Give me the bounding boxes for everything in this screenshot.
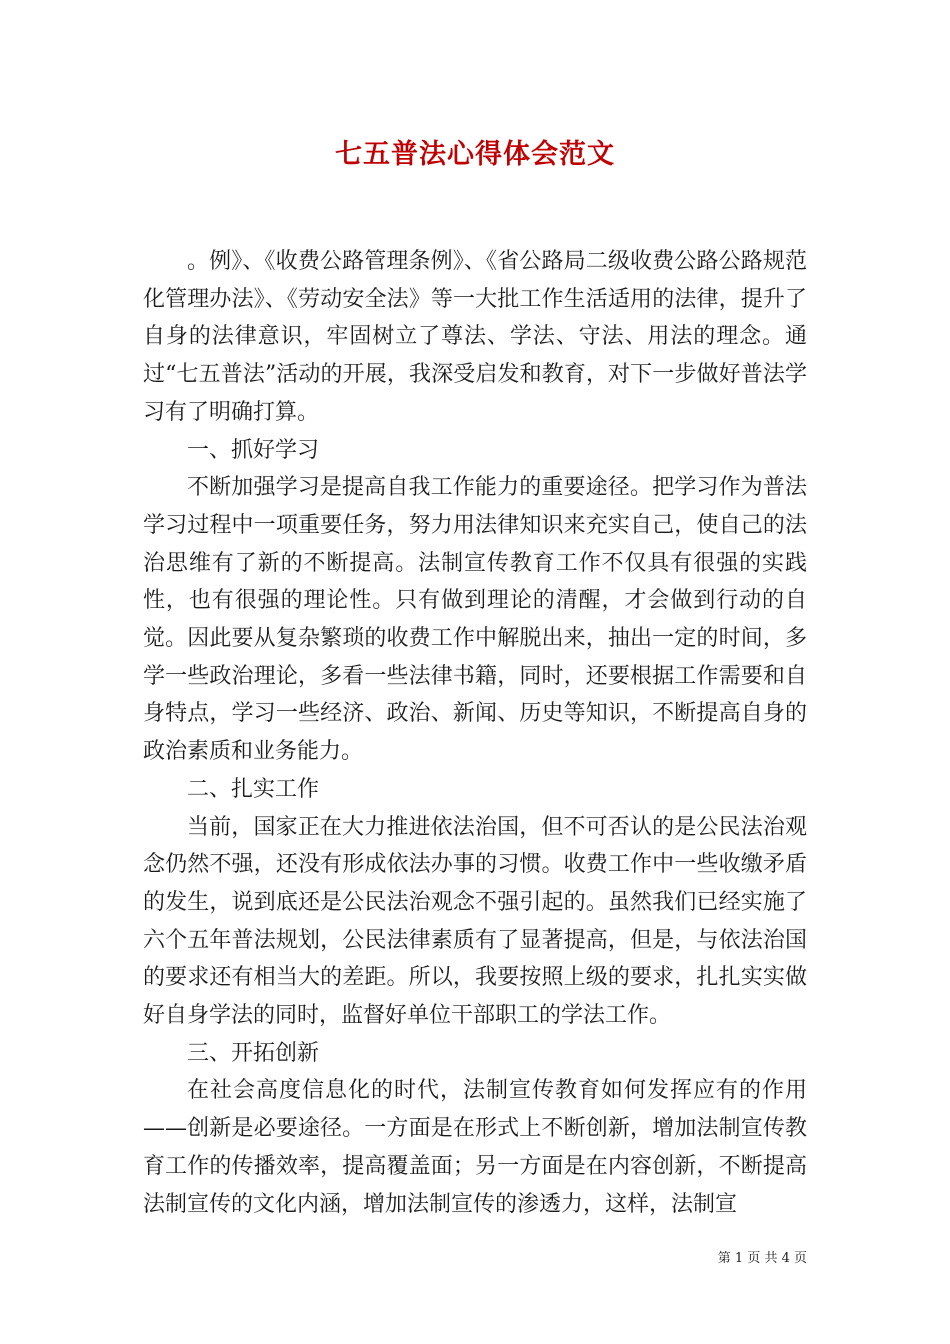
document-body: [143, 243, 807, 1223]
paragraph-work: 当前，国家正在大力推进依法治国，但不可否认的是公民法治观念仍然不强，还没有形成依法办事的习惯。收费工作中一些收缴矛盾的发生，说到底还是公民法治观念不强引起的。虽然我们已经实施了六个五年普法规划，公民法律素质有了显著提高，但是，与依法治国的要求还有相当大的差距。所以，我要按照上级的要求，扎扎实实做好自身学法的同时，监督好单位干部职工的学法工作。: [143, 814, 807, 1029]
section-heading-1: 一、抓好学习: [187, 437, 320, 463]
section-heading-2: 二、扎实工作: [187, 776, 320, 802]
paragraph-study: 不断加强学习是提高自我工作能力的重要途径。把学习作为普法学习过程中一项重要任务，努力用法律知识来充实自己，使自己的法治思维有了新的不断提高。法制宣传教育工作不仅具有很强的实践性，也有很强的理论性。只有做到理论的清醒，才会做到行动的自觉。因此要从复杂繁琐的收费工作中解脱出来，抽出一定的时间，多学一些政治理论，多看一些法律书籍，同时，还要根据工作需要和自身特点，学习一些经济、政治、新闻、历史等知识，不断提高自身的政治素质和业务能力。: [143, 475, 807, 765]
document-title: 七五普法心得体会范文: [335, 139, 615, 170]
paragraph-intro: 。例》、《收费公路管理条例》、《省公路局二级收费公路公路规范化管理办法》、《劳动安全法》等一大批工作生活适用的法律，提升了自身的法律意识，牢固树立了尊法、学法、守法、用法的理念。通过“七五普法”活动的开展，我深受启发和教育，对下一步做好普法学习有了明确打算。: [143, 249, 807, 425]
page-number-footer: 第 1 页 共 4 页: [717, 1251, 807, 1266]
paragraph-innovation: 在社会高度信息化的时代，法制宣传教育如何发挥应有的作用——创新是必要途径。一方面是在形式上不断创新，增加法制宣传教育工作的传播效率，提高覆盖面；另一方面是在内容创新，不断提高法制宣传的文化内涵，增加法制宣传的渗透力，这样，法制宣: [143, 1078, 807, 1217]
section-heading-3: 三、开拓创新: [187, 1040, 320, 1066]
